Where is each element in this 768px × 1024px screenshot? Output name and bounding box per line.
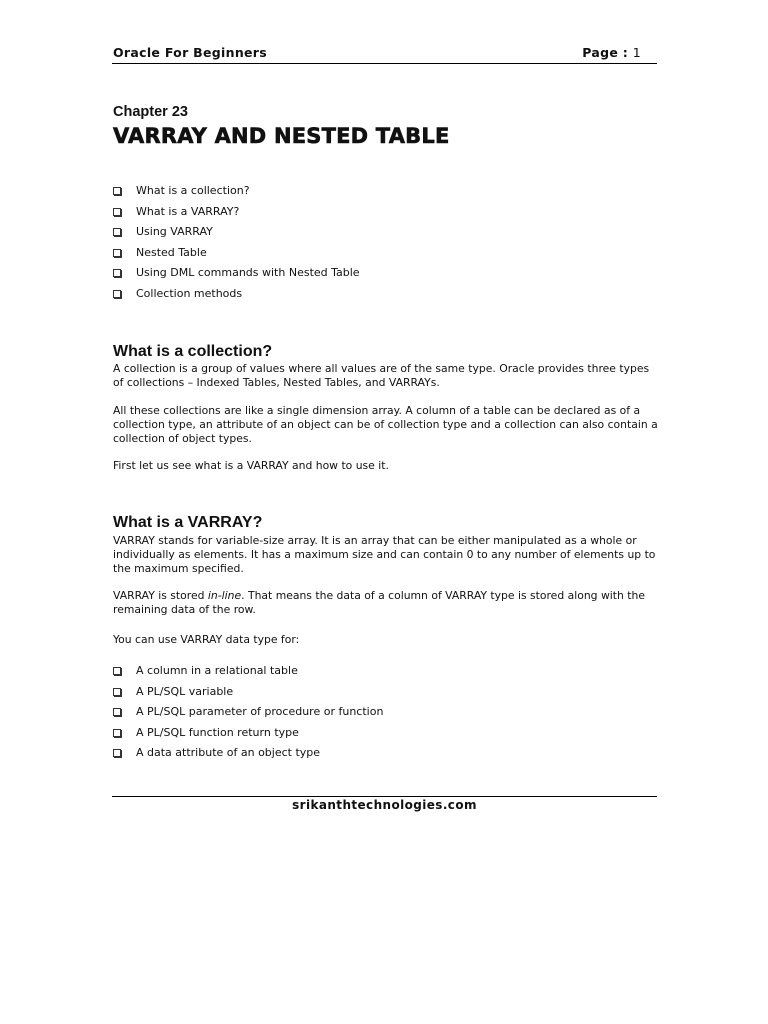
footer-divider — [112, 796, 657, 797]
emphasis-inline: in-line — [207, 589, 242, 602]
book-title: Oracle For Beginners — [113, 45, 268, 60]
list-item: A data attribute of an object type — [112, 746, 383, 767]
page-indicator — [582, 45, 641, 60]
section-heading-varray: What is a VARRAY? — [113, 514, 263, 531]
paragraph: You can use VARRAY data type for: — [113, 633, 300, 646]
chapter-label: Chapter 23 — [113, 104, 188, 120]
page-header — [112, 44, 657, 64]
paragraph: VARRAY stands for variable-size array. It is an array that can be either manipulated as a whole or individually as elements. It has a maximum size and can contain 0 to any number of elements up to the maximum specified. — [113, 534, 656, 575]
checkbox-bullet-icon — [113, 688, 121, 696]
list-item: Using DML commands with Nested Table — [112, 266, 360, 287]
list-item: What is a collection? — [112, 184, 360, 205]
checkbox-bullet-icon — [113, 269, 121, 277]
checkbox-bullet-icon — [113, 290, 121, 298]
chapter-contents-list — [112, 184, 360, 308]
checkbox-bullet-icon — [113, 228, 121, 236]
checkbox-bullet-icon — [113, 708, 121, 716]
list-item: A PL/SQL function return type — [112, 726, 383, 747]
footer-site: srikanthtechnologies.com — [292, 798, 477, 812]
paragraph: VARRAY is stored in-line. That means the data of a column of VARRAY type is stored along with the remaining data of the row. — [113, 589, 646, 616]
page-label: Page : — [582, 45, 629, 60]
list-item: What is a VARRAY? — [112, 205, 360, 226]
checkbox-bullet-icon — [113, 187, 121, 195]
list-item: Collection methods — [112, 287, 360, 308]
checkbox-bullet-icon — [113, 249, 121, 257]
list-item: A PL/SQL variable — [112, 685, 383, 706]
checkbox-bullet-icon — [113, 667, 121, 675]
paragraph: All these collections are like a single dimension array. A column of a table can be declared as of a collection type, an attribute of an object can be of collection type and a collection can also contain a collection of object types. — [113, 404, 658, 445]
list-item: Nested Table — [112, 246, 360, 267]
list-item: A column in a relational table — [112, 664, 383, 685]
paragraph: First let us see what is a VARRAY and how to use it. — [113, 459, 389, 472]
checkbox-bullet-icon — [113, 208, 121, 216]
list-item: A PL/SQL parameter of procedure or function — [112, 705, 383, 726]
list-item: Using VARRAY — [112, 225, 360, 246]
section-heading-collection: What is a collection? — [113, 343, 273, 360]
checkbox-bullet-icon — [113, 729, 121, 737]
paragraph: A collection is a group of values where all values are of the same type. Oracle provides three types of collections – Indexed Tables, Nested Tables, and VARRAYs. — [113, 362, 650, 389]
varray-uses-list — [112, 664, 383, 767]
page-number: 1 — [632, 45, 641, 60]
checkbox-bullet-icon — [113, 749, 121, 757]
document-page — [112, 0, 657, 1024]
chapter-title: VARRAY AND NESTED TABLE — [113, 124, 450, 148]
